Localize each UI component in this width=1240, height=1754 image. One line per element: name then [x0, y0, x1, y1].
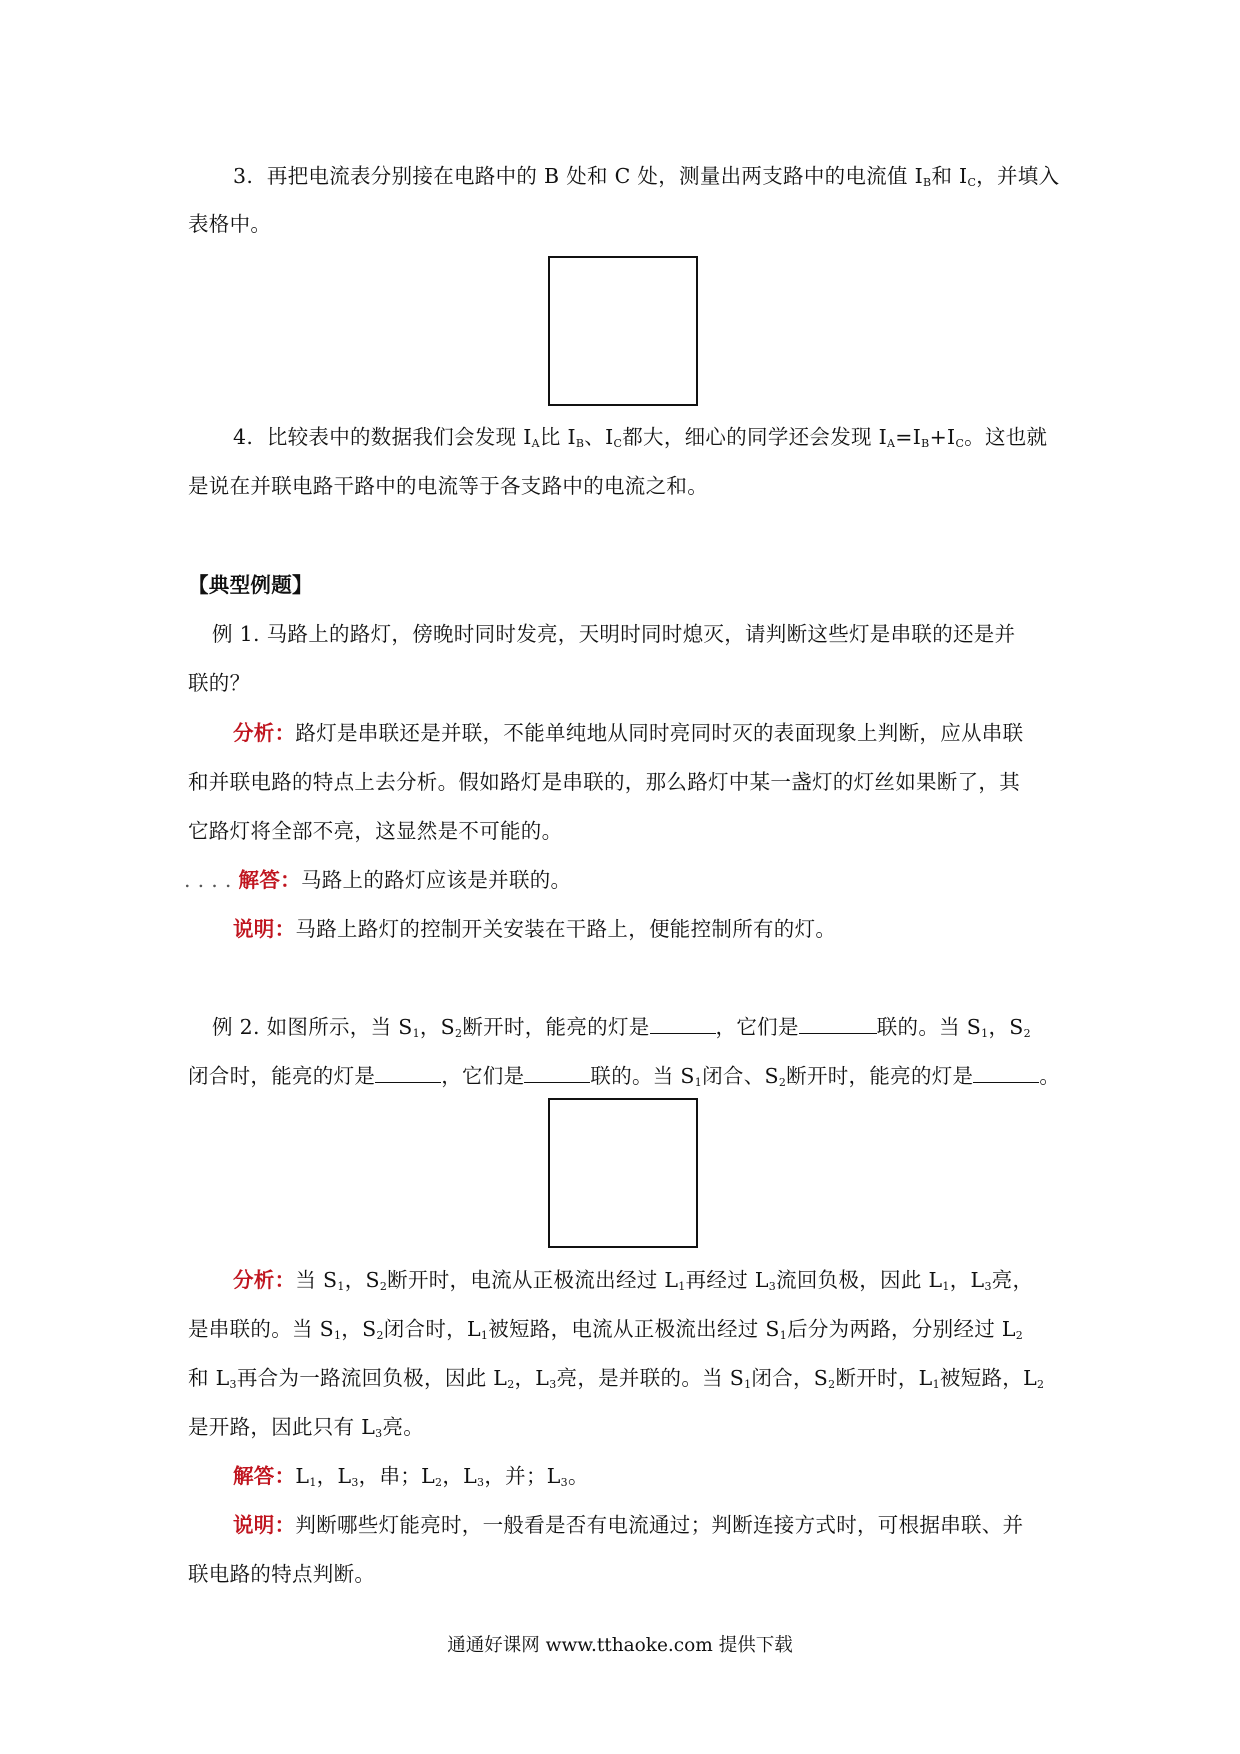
- example2-analysis-line2: 是串联的。当 $S_1$，$S_2$闭合时，$L_1$被短路，电流从正极流出经过 $S_1$后分为两路，分别经过 $L_2$: [188, 1317, 1024, 1342]
- answer-blank[interactable]: [375, 1062, 441, 1083]
- answer-blank[interactable]: [524, 1062, 590, 1083]
- analysis-label: 分析：: [233, 1268, 296, 1292]
- analysis-label: 分析：: [233, 721, 296, 745]
- answer-blank[interactable]: [799, 1013, 877, 1034]
- step-number: 4.: [233, 425, 254, 449]
- example2-analysis-line1: 分析：当 $S_1$，$S_2$断开时，电流从正极流出经过 $L_1$再经过 $L_3$流回负极，因此 $L_1$，$L_3$亮，: [233, 1268, 1034, 1293]
- step4-line2: 是说在并联电路干路中的电流等于各支路中的电流之和。: [188, 474, 708, 498]
- example2-question-line1: 例 2. 如图所示，当 $S_1$，$S_2$断开时，能亮的灯是 ，它们是 联的。当 $S_1$，$S_2$: [212, 1015, 1031, 1040]
- example1-answer-line: . . . . 解答：马路上的路灯应该是并联的。: [184, 868, 572, 892]
- example1-question-line2: 联的？: [188, 671, 251, 695]
- example1-analysis-line2: 和并联电路的特点上去分析。假如路灯是串联的，那么路灯中某一盏灯的灯丝如果断了，其: [188, 770, 1020, 794]
- answer-label: 解答：: [238, 868, 301, 892]
- note-label: 说明：: [233, 917, 296, 941]
- example2-question-line2: 闭合时，能亮的灯是 ，它们是 联的。当 $S_1$闭合、$S_2$断开时，能亮的灯是 。: [188, 1064, 1061, 1089]
- figure-placeholder: [548, 256, 698, 406]
- answer-label: 解答：: [233, 1464, 296, 1488]
- example2-note-line2: 联电路的特点判断。: [188, 1562, 376, 1586]
- example1-analysis-line3: 它路灯将全部不亮，这显然是不可能的。: [188, 819, 563, 843]
- example2-analysis-line3: 和 $L_3$再合为一路流回负极，因此 $L_2$，$L_3$亮，是并联的。当 $S_1$闭合，$S_2$断开时，$L_1$被短路，$L_2$: [188, 1366, 1045, 1391]
- section-heading: 【典型例题】: [188, 573, 313, 597]
- page-footer[interactable]: 通通好课网 www.tthaoke.com 提供下载: [447, 1635, 793, 1656]
- example2-answer-line: 解答：$L_1$，$L_3$，串；$L_2$，$L_3$，并；$L_3$。: [233, 1464, 589, 1489]
- example2-analysis-line4: 是开路，因此只有 $L_3$亮。: [188, 1415, 425, 1440]
- answer-blank[interactable]: [650, 1013, 716, 1034]
- example1-question-line1: 例 1. 马路上的路灯，傍晚时同时发亮，天明时同时熄灭，请判断这些灯是串联的还是并: [212, 622, 1016, 646]
- emphasis-dots: . . . .: [184, 868, 232, 892]
- example1-analysis-line1: 分析：路灯是串联还是并联，不能单纯地从同时亮同时灭的表面现象上判断，应从串联: [233, 721, 1024, 745]
- step3-line2: 表格中。: [188, 212, 272, 236]
- circuit-figure-placeholder: [548, 1098, 698, 1248]
- example1-note-line: 说明：马路上路灯的控制开关安装在干路上，便能控制所有的灯。: [233, 917, 837, 941]
- step4-line1: 4. 比较表中的数据我们会发现 $I_A$比 $I_B$、$I_C$都大，细心的同学还会发现 $I_A=I_B+I_C$。这也就: [233, 425, 1048, 450]
- example2-note-line1: 说明：判断哪些灯能亮时，一般看是否有电流通过；判断连接方式时，可根据串联、并: [233, 1513, 1024, 1537]
- step-number: 3.: [233, 164, 254, 188]
- answer-blank[interactable]: [973, 1062, 1039, 1083]
- note-label: 说明：: [233, 1513, 296, 1537]
- step3-line1: 3. 再把电流表分别接在电路中的 B 处和 C 处，测量出两支路中的电流值 $I_B$和 $I_C$，并填入: [233, 164, 1060, 189]
